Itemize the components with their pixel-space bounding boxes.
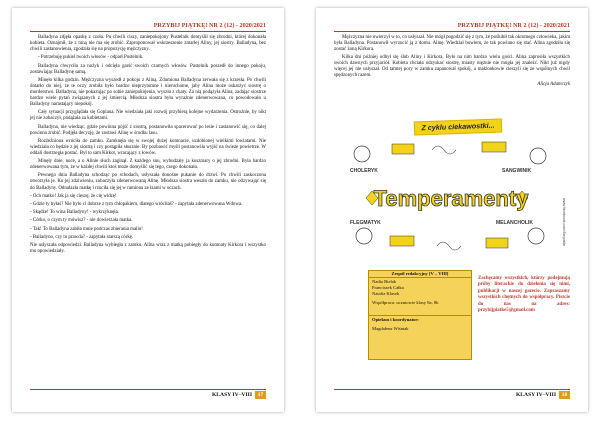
doodle-title: Temperamenty [373, 186, 529, 211]
doodle-face [528, 228, 544, 244]
caretaker-block [369, 315, 471, 333]
paragraph: Nie usłyszała odpowiedzi. Balladyna wybiegła z zamku. Alina wraz z matką pobiegły do komnaty Kirkora i wszystko mu opowiedziały. [30, 243, 266, 255]
editorial-box [368, 270, 472, 360]
invitation-text: Zachęcamy wszystkich, którzy podejmują próby literackie do dzielenia się nimi, publikacji w naszej gazecie. Zapraszamy wszystkich chętnych do współpracy. Piszcie do nas na adres: przybijpiatke5@gmail.com [478, 276, 570, 314]
footer-label: KLASY IV–VIII [515, 392, 556, 398]
paragraph: Kilka dni później odbył się ślub Aliny i Kirkora. Było na nim bardzo wielu gości. Alina zaprosiła wszystkich swoich dawnych przyjaciół. Kobieta chciała odzyskać siostrę, miasty niężnie nie mogła jej znaleźć. Nikt już nigdy więcej jej nie usłyszał. Od tamtej pory w zamku zapanował spokój, a małżonkowie cieszyli się ze wspólnych chwil spędzonych razem. [334, 55, 570, 79]
dialogue-line: - Balladyno, czy to prawda? - zapytała starszą córkę. [30, 234, 134, 240]
doodle-face [356, 228, 372, 244]
member: Nadia Bielak [372, 279, 397, 284]
member: Natalia Klasek [372, 291, 400, 296]
paragraph: - Potrzebuję pukiel twoich włosów - odparł Pustelnik. [38, 55, 144, 61]
paragraph: Balladyna chwyciła za nożyk i odcięła garść swoich czarnych włosów. Pustelnik poszedł do innego pokoju, zostawiając Balladynę samą. [30, 63, 266, 75]
dialogue-line: - Gdzie ty byłaś? Nie było ci dobrze z tym chłopakiem, dlatego wróciłaś? - zapytała zdenerwowana Wdowa. [30, 202, 243, 207]
author-signature: Alicja Adamczyk [537, 81, 570, 87]
left-page [12, 8, 284, 412]
paragraph: Balladyna zdjęła opaskę z czoła. Po chwili ciszy, zaniepokojony Pustelnik domyślił się zbrodni, której dokonała kobieta. Oznajmił, że z tuną nie ma się zrobić. Zaproponował wskrzeszenie zmarłej Aliny, jej siostry. Balladyna, bez chwili zastanowienia, zgodziła się na propozycję mężczyzny. [30, 35, 266, 53]
paragraph: Pewnego dnia Balladyna schodząc po schodach, usłyszała donośne pukanie do drzwi. Po chwili zaskoczona otworzyła je. Ku jej zdziwieniu, zobaczyła zdenerwowaną Alinę. Młodsza siostra weszła do zamku, nie odzywając się do Balladyny. Odnalazła matkę i rzuciła się jej w ramiona ze łzami w oczach. [30, 173, 266, 191]
left-header [30, 20, 266, 32]
page-number: 17 [255, 391, 266, 399]
paragraph: Minęły dnie, noce, a o Alinie słuch zaginął. Z każdego snu, wybudzały ja koszmary o jej zbrodni. Była bardzo zdenerwowana tym, że w każdej chwili ktoś może domyślić się tego, czego dokonała. [30, 159, 266, 171]
doodle-squiggle [437, 242, 461, 250]
doodle-squiggle [432, 146, 456, 154]
paragraph: Balladyna, nie wiedząc, gdzie powinna pójść z siostrą, postanowiła spacerować po lesie i zastanowić się, co dalej powinna zrobić. Podjęła decyzję, że zostawi Alinę w środku lasu. [30, 124, 266, 136]
doodle-face [530, 148, 546, 164]
paragraph: Minęło kilka godzin. Mężczyzna wyszedł z pokoju z Aliną. Zdumiona Balladyna zerwała się z krzesła. Po chwili dotarło do niej, że te oczy zrobiła było bardzo nieprzytomne i nieruchome, jaby Alina może oskarżyć siostrę o morderstwo. Balladyna, nie pokazując po sobie zaniepokojenia, wyszła z chaty. Za nią podążyła Alina, zadając siostrze bardzo wiele pytań związanych z jej śmiercią. Młodsza siostra była wyraźnie zdenerwowana, co powodowało u Balladyny narastający niepokój. [30, 77, 266, 108]
doodle-face [354, 146, 370, 162]
right-footer [334, 389, 570, 400]
member: Franciszek Całka [372, 285, 404, 290]
editorial-title: Zespół redakcyjny [V – VIII] [369, 271, 471, 278]
label-sangwinik: SANGWINIK [502, 168, 532, 174]
dialogue-line: - Och matko! Jak ja się cieszę, że cię widzę! [30, 193, 117, 199]
right-header [334, 20, 570, 32]
caretaker-name: Magdalena Wiśniak [372, 326, 409, 331]
footer-label: KLASY IV–VIII [211, 392, 252, 398]
right-article [334, 35, 570, 88]
dialogue-line: - Tak! To Balladyna zabiła mnie podczas zbierania malin! [30, 226, 143, 232]
editorial-members [369, 278, 471, 307]
caretaker-title: Opiekun i koordynator: [372, 317, 419, 322]
label-melancholik: MELANCHOLIK [496, 220, 533, 226]
source-url: www.facebook.com/Empatia [562, 198, 566, 246]
doodle-box [482, 142, 506, 152]
left-footer [30, 389, 266, 400]
header-title: PRZYBIJ PIĄTKĘ! NR 2 (12) - 2020/2021 [153, 22, 266, 29]
left-article [30, 35, 266, 257]
doodle-box [390, 236, 414, 246]
label-choleryk: CHOLERYK [350, 168, 378, 174]
section-banner: Z cyklu ciekawostki... [414, 118, 502, 135]
page-number: 18 [559, 391, 570, 399]
label-flegmatyk: FLEGMATYK [350, 220, 381, 226]
paragraph: Mężczyzna nie uwierzył w to, co usłyszał. Nie mógł pogodzić się z tym, że poślubił tak okrutnego człowieka, jakim była Balladyna. Postanowił wyrzucić ją z domu. Alinę. Wiedział bowiem, że tak powinno się stać. Alina zgodziła się zostać żoną Kirkora. [334, 35, 570, 53]
temperaments-illustration [342, 136, 560, 258]
paragraph: Cały sytuacji przyglądała się Goplana. Nie wiedziała jaki rozwój przybierą kolejne wydarzenia. Ostrożnie, by nikt jej nie zobaczył, podążała za kobietami. [30, 110, 266, 122]
dialogue-line: - Córko, o czym ty mówisz? - nie dowierzała matka. [30, 218, 133, 224]
graphics-credit: Współpraca: uczniowie klasy 8a, 8b [372, 300, 439, 305]
doodle-box [392, 144, 414, 154]
paragraph: Rozżeźniona wróciła do zamku. Zamknęła się w swojej dużej komnacie, uzdobionej wielkimi lowiatami. Nie wiedziała co będzie z jej siostrą i czy postąpiła słusznie. By pozbawić myśli postanowiła wyjść na świeże powietrze. W oddali dostrzegła postać. Był to sam Kirkor, wracający z łowów. [30, 138, 266, 156]
header-title: PRZYBIJ PIĄTKĘ! NR 2 (12) - 2020/2021 [457, 22, 570, 29]
right-page [316, 8, 588, 412]
doodle-box [486, 238, 508, 248]
dialogue-line: - Skądże! To wina Balladyny! - wykrzyknęła. [30, 210, 120, 216]
